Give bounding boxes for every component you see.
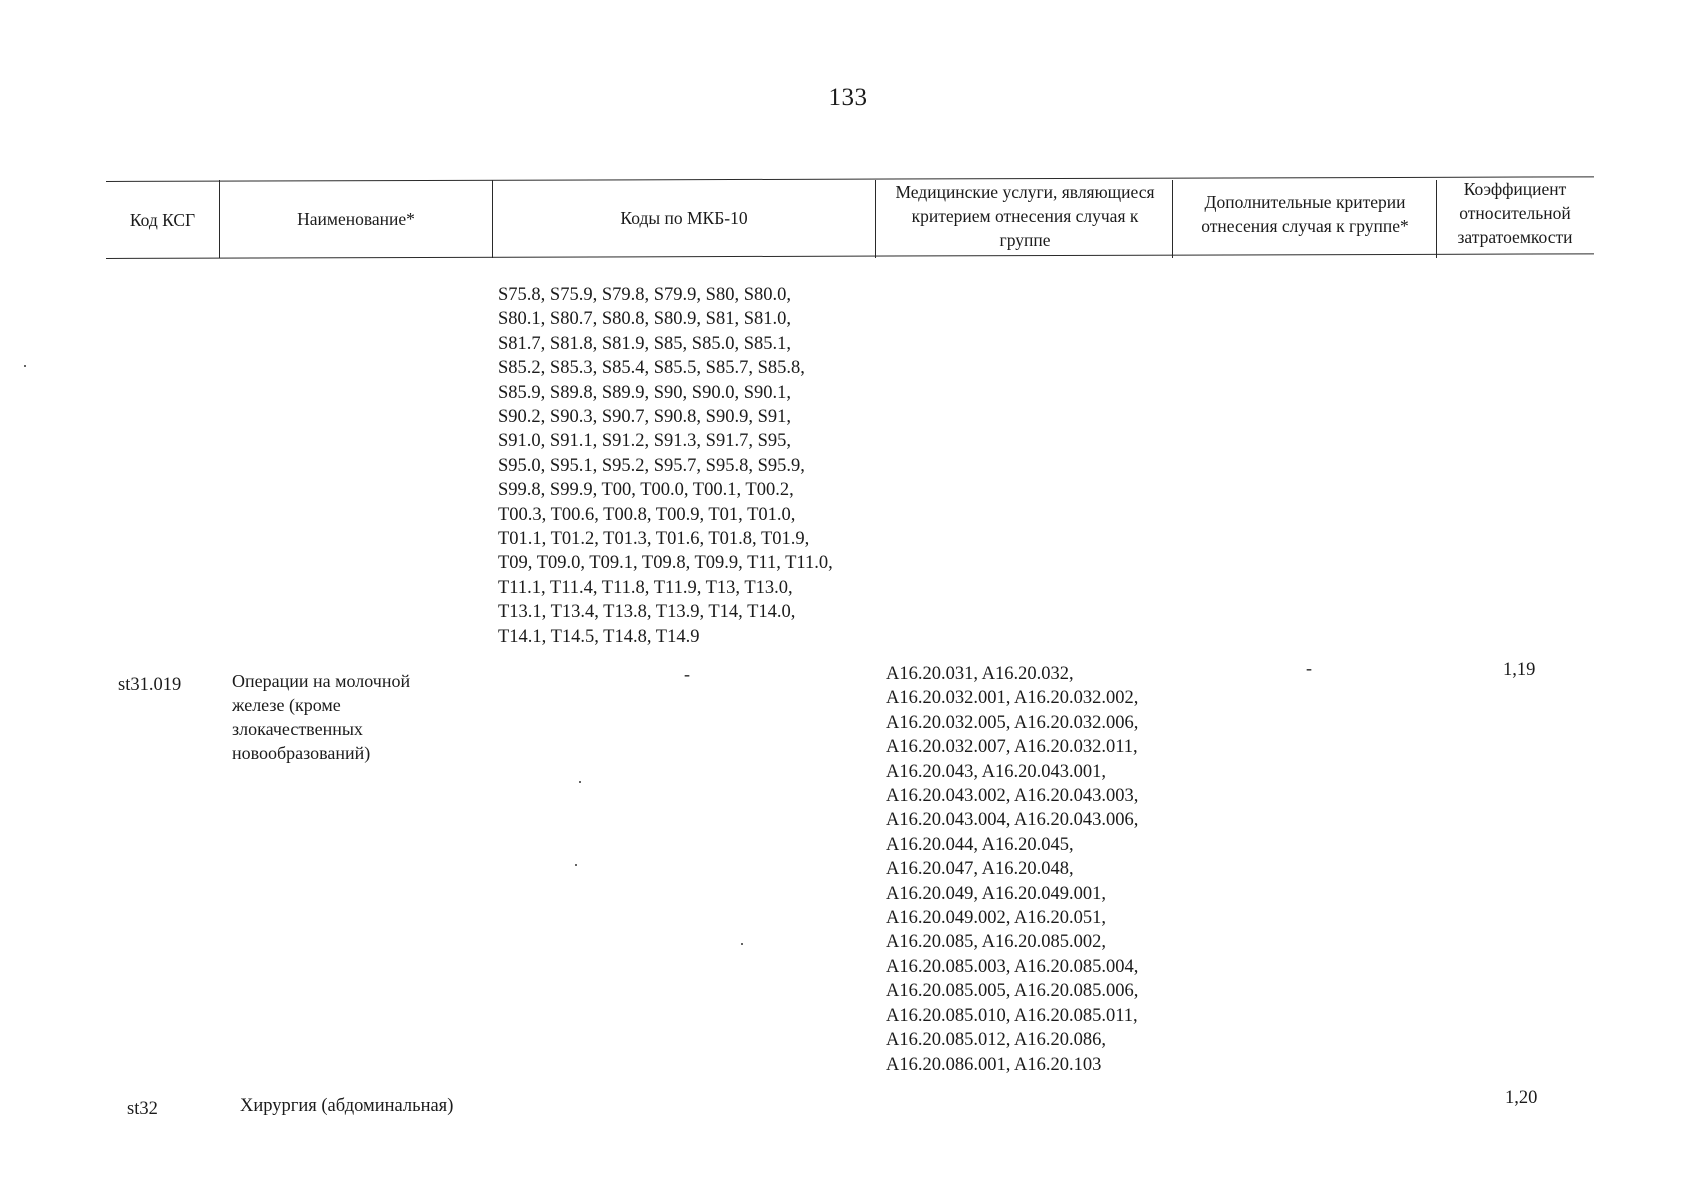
row-services-list: [886, 662, 1138, 1077]
icd-line: S85.9, S89.8, S89.9, S90, S90.0, S90.1,: [498, 382, 791, 403]
header-name: Наименование*: [297, 209, 415, 229]
scan-speck: [24, 365, 26, 367]
row-code: st32: [127, 1099, 158, 1119]
icd-line: T01.1, T01.2, T01.3, T01.6, T01.8, T01.9,: [498, 529, 810, 550]
header-coefficient: Коэффициент относительной затратоемкости: [1457, 179, 1573, 247]
service-line: A16.20.047, A16.20.048,: [886, 859, 1074, 880]
icd-line: T11.1, T11.4, T11.8, T11.9, T13, T13.0,: [498, 577, 793, 598]
row-name-line: Операции на молочной: [232, 671, 411, 691]
header-icd: Коды по МКБ-10: [620, 208, 748, 228]
service-line: A16.20.049.002, A16.20.051,: [886, 908, 1106, 929]
row-name-line: железе (кроме: [232, 695, 341, 715]
scan-speck: [575, 864, 577, 866]
icd-line: S80.1, S80.7, S80.8, S80.9, S81, S81.0,: [498, 309, 791, 330]
icd-line: S85.2, S85.3, S85.4, S85.5, S85.7, S85.8,: [498, 358, 805, 379]
service-line: A16.20.032.007, A16.20.032.011,: [886, 737, 1138, 758]
service-line: A16.20.032.001, A16.20.032.002,: [886, 688, 1139, 709]
page-number: 133: [828, 84, 868, 111]
scan-speck: [579, 781, 581, 783]
scan-speck: [741, 943, 743, 945]
service-line: A16.20.085.012, A16.20.086,: [886, 1030, 1106, 1051]
service-line: A16.20.085.005, A16.20.085.006,: [886, 981, 1139, 1002]
service-line: A16.20.031, A16.20.032,: [886, 664, 1074, 684]
icd-line: S75.8, S75.9, S79.8, S79.9, S80, S80.0,: [498, 285, 791, 305]
header-code: Код КСГ: [129, 210, 196, 230]
service-line: A16.20.043, A16.20.043.001,: [886, 761, 1106, 782]
service-line: A16.20.085.003, A16.20.085.004,: [886, 956, 1139, 977]
service-line: A16.20.086.001, A16.20.103: [886, 1054, 1102, 1075]
icd-line: S81.7, S81.8, S81.9, S85, S85.0, S85.1,: [498, 333, 791, 354]
row-name: Хирургия (абдоминальная): [240, 1096, 454, 1116]
row-name-line: новообразований): [232, 743, 371, 763]
column-divider: [1436, 180, 1437, 258]
icd-line: T14.1, T14.5, T14.8, T14.9: [498, 626, 700, 647]
icd-line: S95.0, S95.1, S95.2, S95.7, S95.8, S95.9,: [498, 455, 805, 476]
row-extra-dash: -: [1306, 658, 1312, 678]
icd-line: T00.3, T00.6, T00.8, T00.9, T01, T01.0,: [498, 504, 796, 525]
column-divider: [1172, 180, 1173, 258]
icd-line: S91.0, S91.1, S91.2, S91.3, S91.7, S95,: [498, 431, 791, 452]
service-line: A16.20.085, A16.20.085.002,: [886, 932, 1106, 953]
service-line: A16.20.044, A16.20.045,: [886, 834, 1074, 855]
service-line: A16.20.043.004, A16.20.043.006,: [886, 810, 1139, 831]
row-code: st31.019: [118, 675, 182, 695]
icd-continuation-list: [498, 283, 833, 649]
service-line: A16.20.049, A16.20.049.001,: [886, 883, 1106, 904]
column-divider: [875, 180, 876, 258]
icd-line: S99.8, S99.9, T00, T00.0, T00.1, T00.2,: [498, 480, 794, 501]
row-name: [232, 669, 410, 765]
icd-line: T13.1, T13.4, T13.8, T13.9, T14, T14.0,: [498, 602, 796, 623]
header-extra-criteria: Дополнительные критерии отнесения случая к группе*: [1201, 192, 1409, 236]
service-line: A16.20.085.010, A16.20.085.011,: [886, 1005, 1138, 1026]
icd-line: S90.2, S90.3, S90.7, S90.8, S90.9, S91,: [498, 407, 791, 428]
row-coefficient: 1,20: [1505, 1088, 1538, 1108]
row-icd-dash: -: [684, 664, 690, 684]
service-line: A16.20.032.005, A16.20.032.006,: [886, 712, 1139, 733]
icd-line: T09, T09.0, T09.1, T09.8, T09.9, T11, T11.0,: [498, 553, 833, 574]
row-name-line: злокачественных: [232, 719, 363, 739]
row-coefficient: 1,19: [1503, 660, 1536, 680]
header-services: Медицинские услуги, являющиеся критерием отнесения случая к группе: [895, 182, 1155, 250]
service-line: A16.20.043.002, A16.20.043.003,: [886, 786, 1139, 807]
